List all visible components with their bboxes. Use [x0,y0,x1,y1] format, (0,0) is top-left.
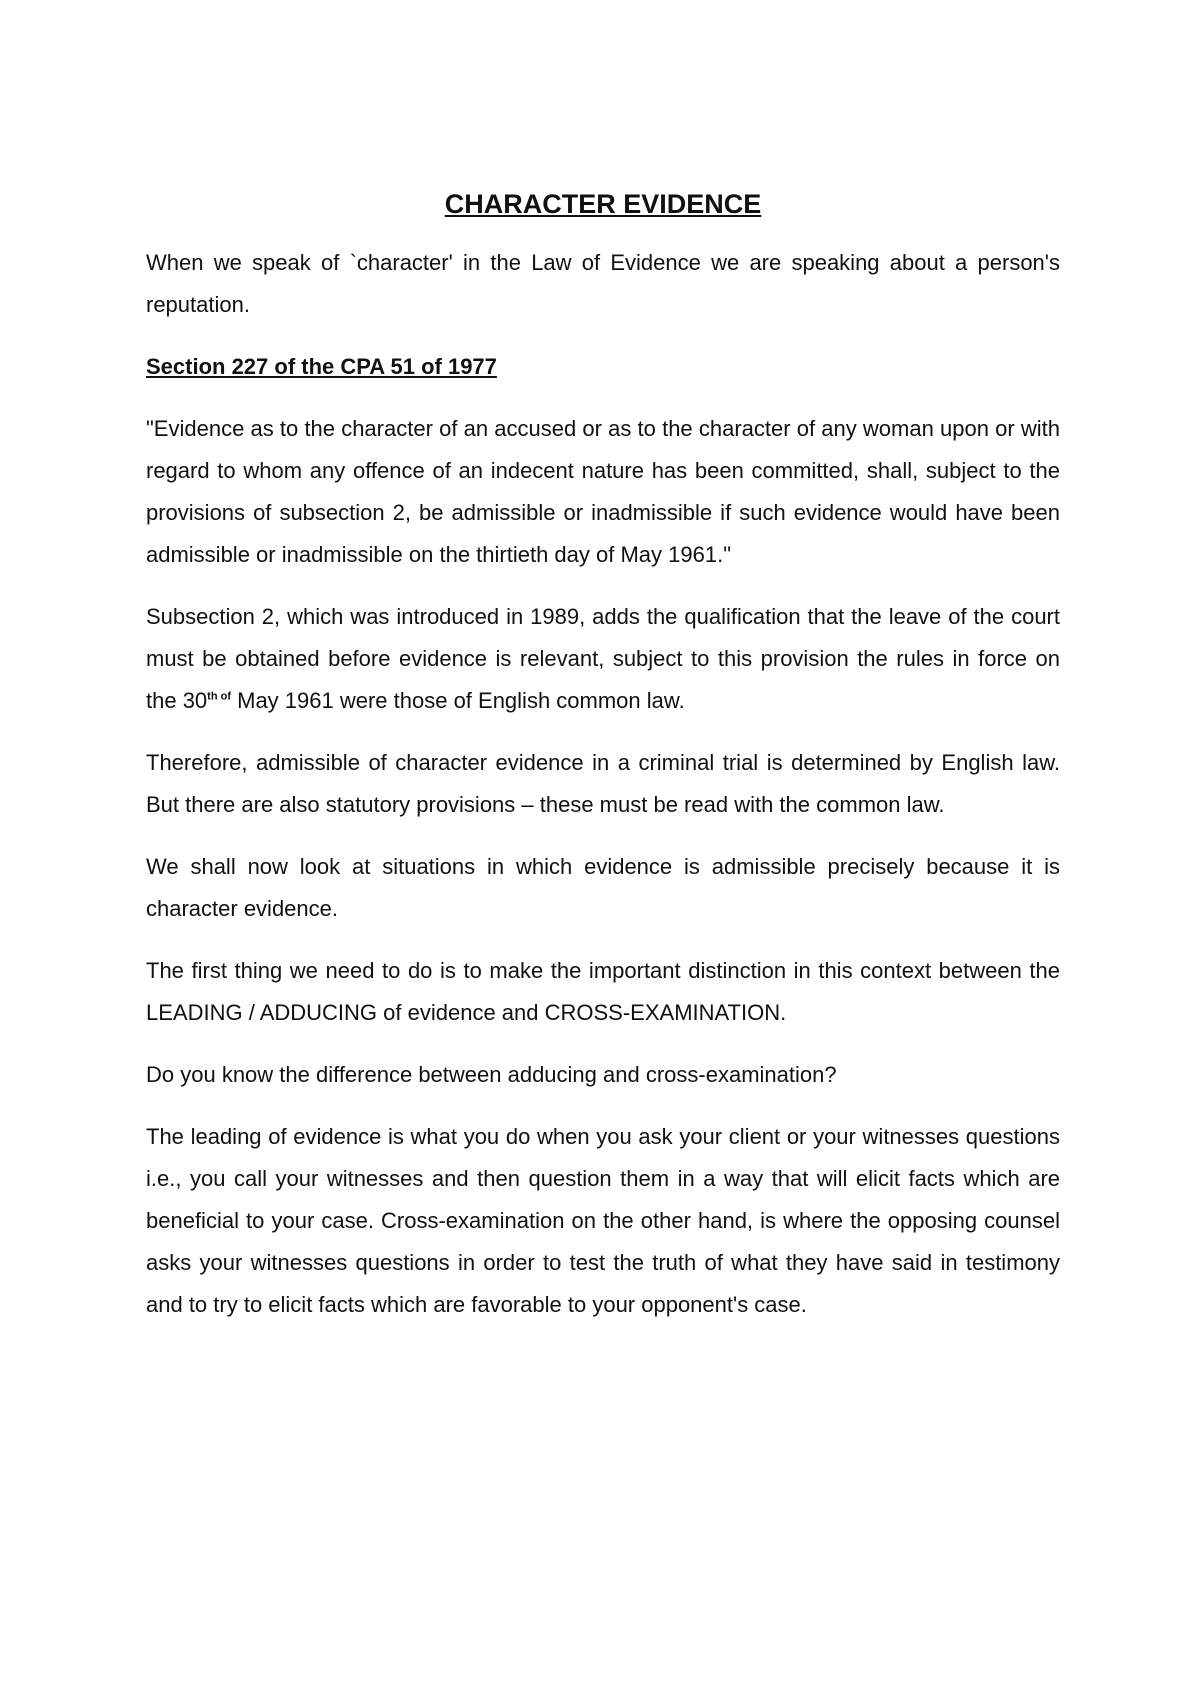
subsection-text-part1: Subsection 2, which was introduced in 1989, adds the qualification that the leave of the court must be obtained before evidence is relevant, subject to this provision the rules in force on the 30 [146,604,1060,713]
question-paragraph: Do you know the difference between adducing and cross-examination? [146,1062,837,1087]
explanation-paragraph: The leading of evidence is what you do when you ask your client or your witnesses questions i.e., you call your witnesses and then question them in a way that will elicit facts which are beneficial to your case. Cross-examination on the other hand, is where the opposing counsel asks your witnesses questions in order to test the truth of what they have said in testimony and to try to elicit facts which are favorable to your opponent's case. [146,1124,1060,1317]
quote-paragraph: "Evidence as to the character of an accused or as to the character of any woman upon or with regard to whom any offence of an indecent nature has been committed, shall, subject to the provisions of subsection 2, be admissible or inadmissible if such evidence would have been admissible or inadmissible on the thirtieth day of May 1961." [146,416,1060,567]
intro-paragraph: When we speak of `character' in the Law of Evidence we are speaking about a person's reputation. [146,250,1060,317]
document-title: CHARACTER EVIDENCE [444,189,762,219]
subsection-paragraph [146,596,1060,722]
section-heading: Section 227 of the CPA 51 of 1977 [146,354,497,379]
subsection-text-part2: May 1961 were those of English common law. [231,688,685,713]
situations-paragraph: We shall now look at situations in which evidence is admissible precisely because it is character evidence. [146,854,1060,921]
therefore-paragraph: Therefore, admissible of character evidence in a criminal trial is determined by English law. But there are also statutory provisions – these must be read with the common law. [146,750,1060,817]
distinction-paragraph: The first thing we need to do is to make the important distinction in this context between the LEADING / ADDUCING of evidence and CROSS-EXAMINATION. [146,958,1060,1025]
document-body [146,186,1060,1346]
subsection-superscript: th of [207,690,231,703]
